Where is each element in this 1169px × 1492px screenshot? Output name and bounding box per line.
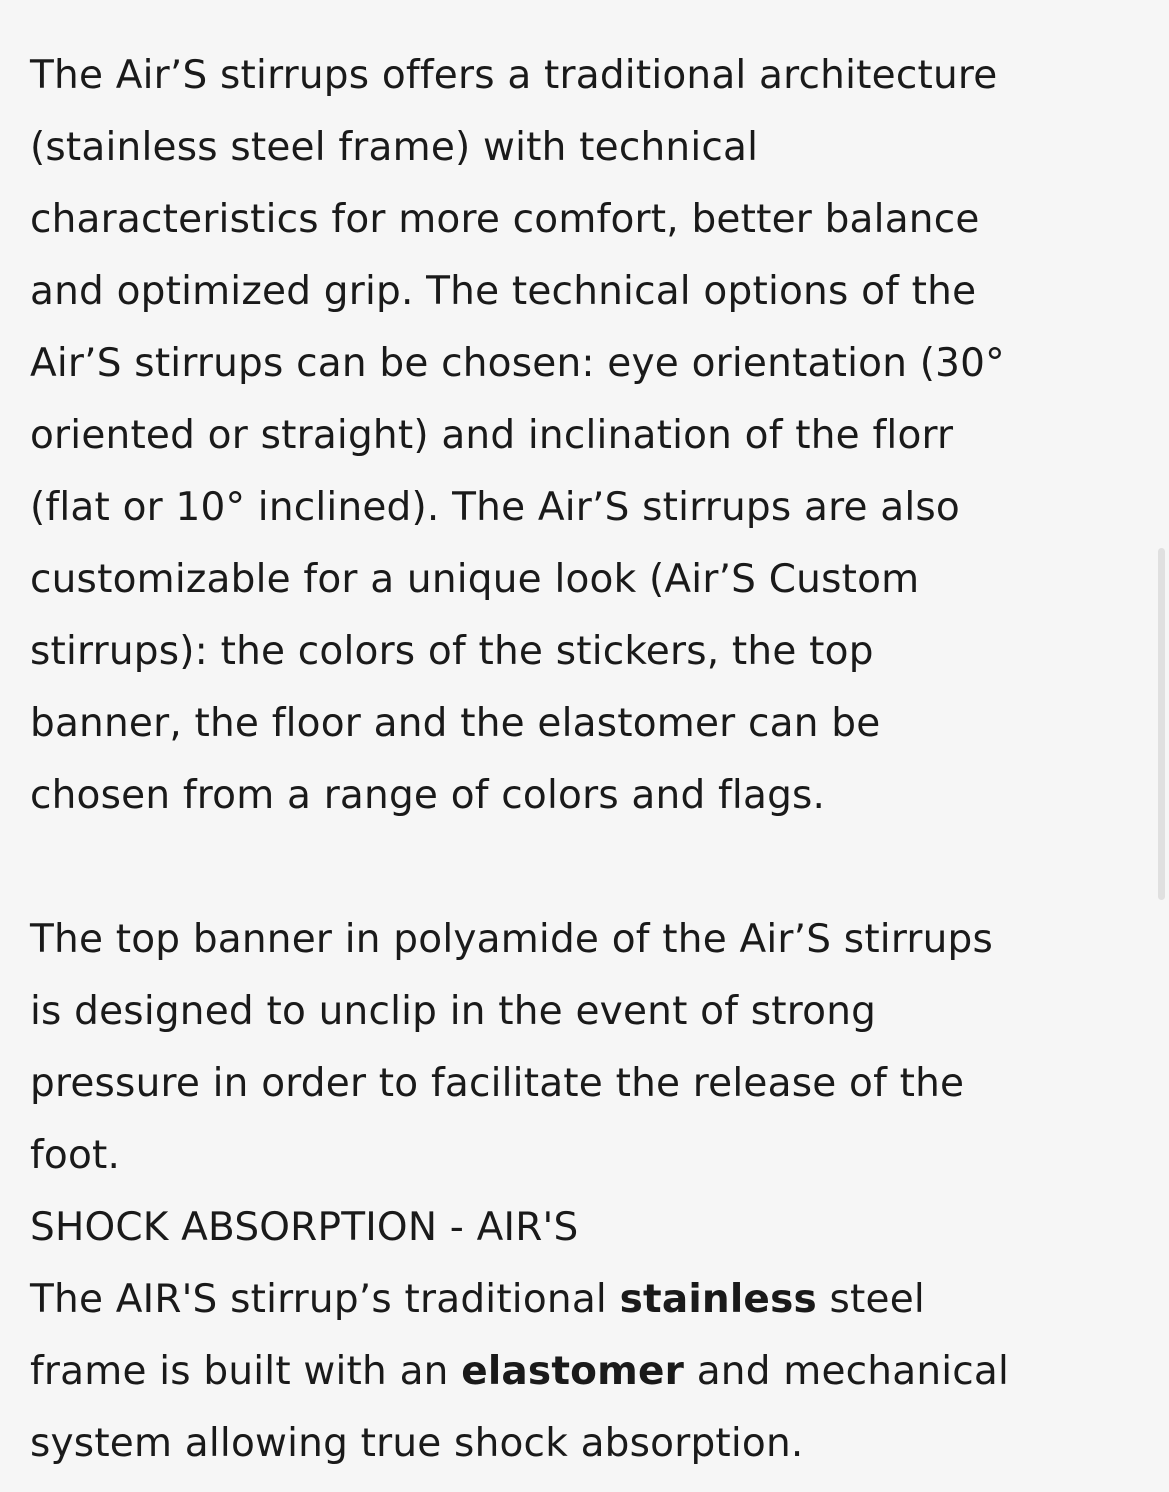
text-line: (stainless steel frame) with technical — [30, 125, 759, 170]
text-line: chosen from a range of colors and flags. — [30, 773, 826, 818]
text-line: banner, the floor and the elastomer can be — [30, 701, 881, 746]
text-segment: frame is built with an — [30, 1349, 462, 1394]
description-paragraph-2 — [30, 904, 1140, 1192]
text-line: pressure in order to facilitate the release of the — [30, 1061, 965, 1106]
section-heading: SHOCK ABSORPTION - AIR'S — [30, 1205, 579, 1250]
text-line: The Air’S stirrups offers a traditional architecture — [30, 53, 998, 98]
text-line — [30, 1264, 1140, 1336]
description-paragraph-3 — [30, 1264, 1140, 1480]
text-line: and optimized grip. The technical options of the — [30, 269, 977, 314]
text-line — [30, 1336, 1140, 1408]
text-line: oriented or straight) and inclination of the florr — [30, 413, 954, 458]
product-description — [30, 40, 1140, 1480]
text-line: (flat or 10° inclined). The Air’S stirrups are also — [30, 485, 960, 530]
description-paragraph-1 — [30, 40, 1140, 832]
text-line: The top banner in polyamide of the Air’S stirrups — [30, 917, 994, 962]
bold-keyword: elastomer — [461, 1349, 685, 1394]
text-line: stirrups): the colors of the stickers, the top — [30, 629, 874, 674]
text-line: is designed to unclip in the event of strong — [30, 989, 877, 1034]
text-line: customizable for a unique look (Air’S Custom — [30, 557, 920, 602]
paragraph-spacer — [30, 832, 1140, 904]
text-segment: The AIR'S stirrup’s traditional — [30, 1277, 620, 1322]
text-line: characteristics for more comfort, better balance — [30, 197, 980, 242]
text-line: Air’S stirrups can be chosen: eye orientation (30° — [30, 341, 1005, 386]
text-segment: steel — [816, 1277, 925, 1322]
text-line: foot. — [30, 1133, 121, 1178]
bold-keyword: stainless — [619, 1277, 817, 1322]
text-line: system allowing true shock absorption. — [30, 1421, 804, 1466]
vertical-scrollbar[interactable] — [1158, 548, 1165, 900]
text-segment: and mechanical — [684, 1349, 1010, 1394]
